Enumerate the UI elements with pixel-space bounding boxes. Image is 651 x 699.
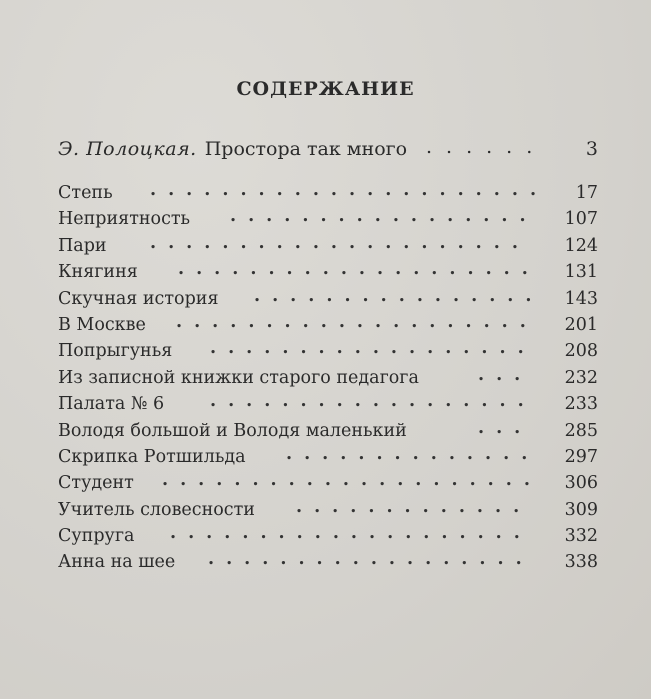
toc-entry-page: 208 [564,341,598,362]
dot-leader: .............. [286,443,540,464]
toc-entry-title: Учитель словесности [58,499,255,520]
toc-entry-title: Пари [58,235,107,256]
toc-entry-title: Княгиня [58,262,138,283]
toc-entry-page: 332 [564,526,598,547]
toc-entry-page: 233 [564,394,598,415]
dot-leader: .................. [210,338,536,359]
toc-entry-title: Палата № 6 [58,394,165,415]
toc-entry-title: В Москве [58,314,146,335]
toc-entry-title: Скучная история [58,288,219,309]
toc-entry-page: 201 [564,314,598,335]
toc-entry-title: Студент [58,473,134,494]
dot-leader: ... [478,417,533,438]
toc-entry-page: 309 [564,499,598,520]
dot-leader: ...... [426,136,547,158]
dot-leader: ... [478,364,533,385]
toc-entry-title: Из записной книжки старого педагога [58,367,419,388]
dot-leader: .................... [178,259,540,280]
toc-entry-title: Степь [58,183,113,203]
toc-entry-title: Володя большой и Володя маленький [58,420,407,441]
dot-leader: .................... [176,311,538,332]
dot-leader: .................... [170,523,532,544]
toc-entry-page: 124 [564,235,598,256]
toc-entry-page: 285 [564,420,598,441]
preface-entry [58,138,598,166]
preface-title: Простора так много [204,138,408,160]
toc-entry-page: 306 [564,473,598,494]
toc-entry-page: 297 [564,446,598,467]
toc-entry-title: Скрипка Ротшильда [58,446,246,467]
preface-page-number: 3 [585,138,598,160]
dot-leader: .................. [210,391,536,412]
toc-entry-page: 17 [575,183,598,203]
toc-entry [58,549,598,575]
dot-leader: ............. [296,496,532,517]
table-of-contents [58,180,598,576]
toc-entry-title: Анна на шее [58,552,176,573]
dot-leader: ..................... [162,470,542,491]
toc-entry-page: 107 [564,209,598,230]
dot-leader: ................ [254,285,544,306]
dot-leader: ...................... [150,180,549,200]
toc-entry-page: 338 [564,552,598,573]
dot-leader: .................. [208,549,534,570]
dot-leader: ................. [230,206,538,227]
page-title: СОДЕРЖАНИЕ [236,78,415,100]
toc-entry-title: Неприятность [58,209,191,230]
toc-entry-title: Супруга [58,526,135,547]
toc-entry-page: 131 [564,262,598,283]
preface-author: Э. Полоцкая. [58,138,197,160]
dot-leader: ..................... [150,232,530,253]
toc-entry-page: 232 [564,367,598,388]
toc-entry-page: 143 [564,288,598,309]
toc-entry-title: Попрыгунья [58,341,173,362]
